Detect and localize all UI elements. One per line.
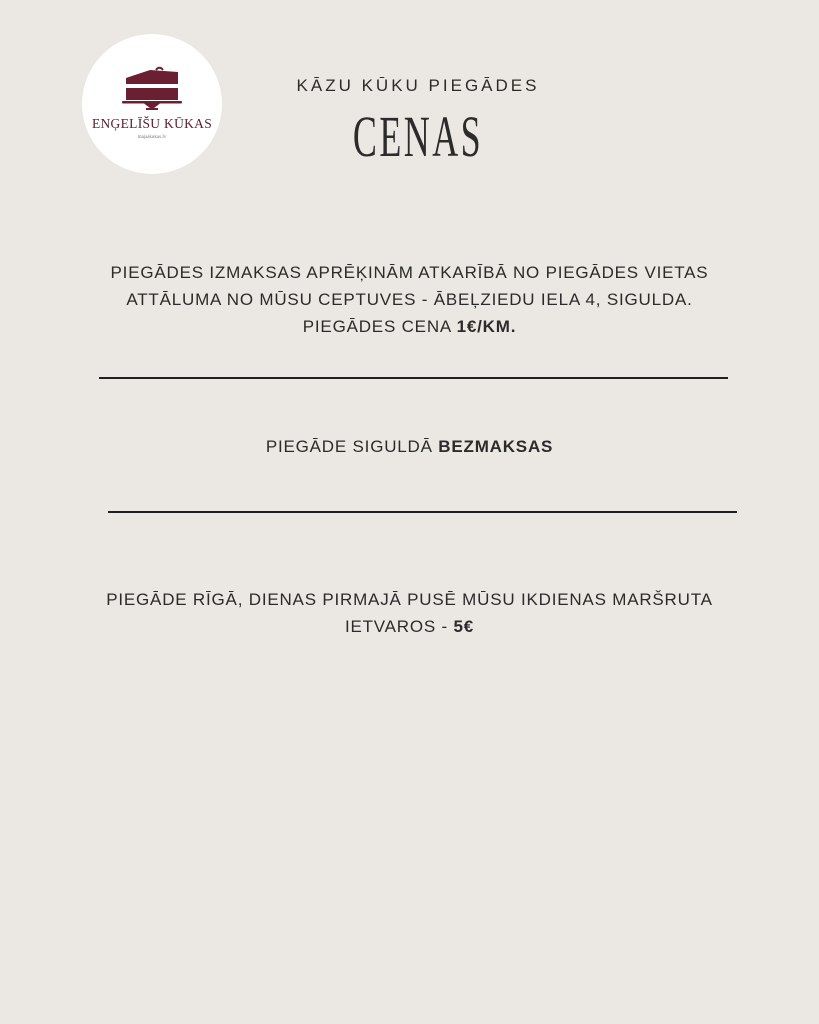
- pricing-text-line: PIEGĀDES IZMAKSAS APRĒĶINĀM ATKARĪBĀ NO PIEGĀDES VIETAS: [110, 263, 709, 282]
- logo-name: ENĢELĪŠU KŪKAS: [91, 116, 213, 131]
- page-title: CENAS: [352, 104, 484, 169]
- sigulda-delivery-price: BEZMAKSAS: [438, 437, 554, 456]
- riga-delivery-price: 5€: [453, 617, 475, 636]
- rate-value: 1€/KM.: [456, 317, 517, 336]
- sigulda-delivery-line: [60, 433, 759, 460]
- logo-website: majaskukas.lv: [137, 135, 167, 140]
- cake-icon: [120, 62, 184, 112]
- riga-delivery-price-line: [60, 613, 759, 640]
- rate-label: PIEGĀDES CENA: [302, 317, 457, 336]
- sigulda-delivery-section: [60, 433, 759, 460]
- pricing-text-line: ATTĀLUMA NO MŪSU CEPTUVES - ĀBEĻZIEDU IELA 4, SIGULDA.: [126, 290, 693, 309]
- distance-pricing-section: [60, 259, 759, 340]
- pricing-rate-line: [60, 313, 759, 340]
- riga-delivery-section: [60, 586, 759, 640]
- brand-logo: [82, 34, 222, 174]
- page-subtitle: KĀZU KŪKU PIEGĀDES: [296, 76, 540, 95]
- divider: [99, 377, 728, 379]
- riga-delivery-text-line: PIEGĀDE RĪGĀ, DIENAS PIRMAJĀ PUSĒ MŪSU IKDIENAS MARŠRUTA: [106, 590, 713, 609]
- riga-delivery-label: IETVAROS -: [344, 617, 454, 636]
- sigulda-delivery-label: PIEGĀDE SIGULDĀ: [265, 437, 439, 456]
- divider: [108, 511, 737, 513]
